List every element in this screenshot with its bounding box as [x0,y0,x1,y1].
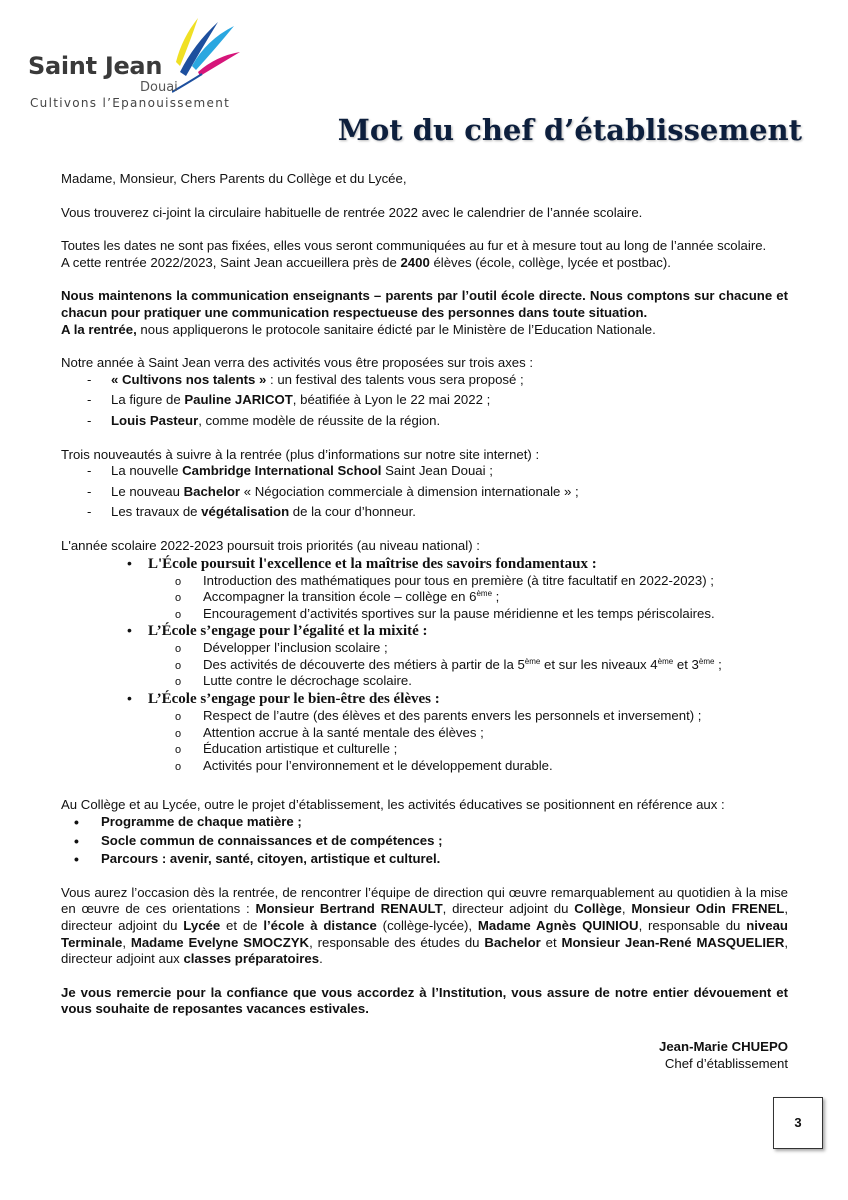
list-item: o Encouragement d’activités sportives sur la pause méridienne et les temps périscolaires. [148,606,788,623]
list-item [61,555,788,623]
list-item: o Introduction des mathématiques pour tous en première (à titre facultatif en 2022-2023) ; [148,573,788,590]
logo-name: Saint Jean [28,52,163,80]
priorites-intro: L'année scolaire 2022-2023 poursuit trois priorités (au niveau national) : [61,537,480,553]
axes-intro: Notre année à Saint Jean verra des activités vous être proposées sur trois axes : [61,355,534,371]
school-logo [22,14,244,118]
letter-body [61,171,788,1072]
logo-motto: Cultivons l’Epanouissement [30,96,231,110]
eleves-count: 2400 [400,254,430,270]
greeting: Madame, Monsieur, Chers Parents du Collège et du Lycée, [61,171,407,186]
list-item: o Attention accrue à la santé mentale des élèves ; [148,725,788,742]
paragraph-dates: Toutes les dates ne sont pas fixées, elles vous seront communiquées au fur et à mesure tout au long de l’année scolaire. [61,238,767,254]
page-number-box [773,1097,823,1149]
list-item: - La figure de Pauline JARICOT, béatifiée à Lyon le 22 mai 2022 ; [61,392,788,409]
axes-list [61,372,788,430]
list-item: • Socle commun de connaissances et de compétences ; [61,833,788,850]
logo-city: Douai [140,80,178,95]
list-item: o Activités pour l’environnement et le développement durable. [148,758,788,775]
list-item: - La nouvelle Cambridge International School Saint Jean Douai ; [61,463,788,480]
list-item: o Des activités de découverte des métiers à partir de la 5ème et sur les niveaux 4ème et 3ème ; [148,657,788,674]
priorites-list [61,555,788,775]
paragraph-closing: Je vous remercie pour la confiance que vous accordez à l’Institution, vous assure de notre entier dévouement et vous souhaite de reposantes vacances estivales. [61,984,788,1017]
priority-heading: • L’École s’engage pour l’égalité et la mixité : [148,623,428,640]
priority-heading: • L'École poursuit l'excellence et la maîtrise des savoirs fondamentaux : [148,555,597,572]
list-item: • Programme de chaque matière ; [61,814,788,831]
paragraph-communication: Nous maintenons la communication enseignants – parents par l’outil école directe. Nous comptons sur chacune et chacun pour pratiquer une communication respectueuse des personnes dans toute situation. [61,288,788,320]
list-item: o Éducation artistique et culturelle ; [148,741,788,758]
list-item [61,622,788,690]
brush-strokes-icon [172,14,242,94]
nouveautes-intro: Trois nouveautés à suivre à la rentrée (plus d’informations sur notre site internet) : [61,446,540,462]
signature-block [61,1038,788,1072]
list-item: o Accompagner la transition école – collège en 6ème ; [148,589,788,606]
list-item: • Parcours : avenir, santé, citoyen, artistique et culturel. [61,851,788,868]
list-item: - Louis Pasteur, comme modèle de réussite de la région. [61,413,788,430]
paragraph-direction: Vous aurez l’occasion dès la rentrée, de rencontrer l’équipe de direction qui œuvre remarquablement au quotidien à la mise en œuvre de ces orientations : Monsieur Bertrand RENAULT, directeur adjoint du Collège, Monsieur Odin FRENEL, directeur adjoint du Lycée et de l’école à distance (collège-lycée), Madame Agnès QUINIOU, responsable du niveau Terminale, Madame Evelyne SMOCZYK, responsable des études du Bachelor et Monsieur Jean-René MASQUELIER, directeur adjoint aux classes préparatoires. [61,884,789,967]
page-number: 3 [794,1115,802,1130]
list-item: - « Cultivons nos talents » : un festival des talents vous sera proposé ; [61,372,788,389]
list-item: - Les travaux de végétalisation de la cour d’honneur. [61,504,788,521]
paragraph-protocole: A la rentrée, nous appliquerons le protocole sanitaire édicté par le Ministère de l’Education Nationale. [61,321,656,337]
list-item: o Respect de l’autre (des élèves et des parents envers les personnels et inversement) ; [148,708,788,725]
list-item: - Le nouveau Bachelor « Négociation commerciale à dimension internationale » ; [61,484,788,501]
reference-intro: Au Collège et au Lycée, outre le projet d’établissement, les activités éducatives se positionnent en référence aux : [61,797,725,813]
paragraph-eleves: A cette rentrée 2022/2023, Saint Jean accueillera près de 2400 élèves (école, collège, lycée et postbac). [61,254,671,270]
signature-role: Chef d’établissement [664,1055,788,1071]
list-item: o Lutte contre le décrochage scolaire. [148,673,788,690]
paragraph-circulaire: Vous trouverez ci-joint la circulaire habituelle de rentrée 2022 avec le calendrier de l’année scolaire. [61,204,643,220]
list-item: o Développer l’inclusion scolaire ; [148,640,788,657]
nouveautes-list [61,463,788,521]
reference-list [61,814,788,868]
priority-heading: • L’École s’engage pour le bien-être des élèves : [148,691,440,708]
signature-name: Jean-Marie CHUEPO [659,1038,788,1054]
page-title: Mot du chef d’établissement [337,113,802,147]
list-item [61,690,788,774]
